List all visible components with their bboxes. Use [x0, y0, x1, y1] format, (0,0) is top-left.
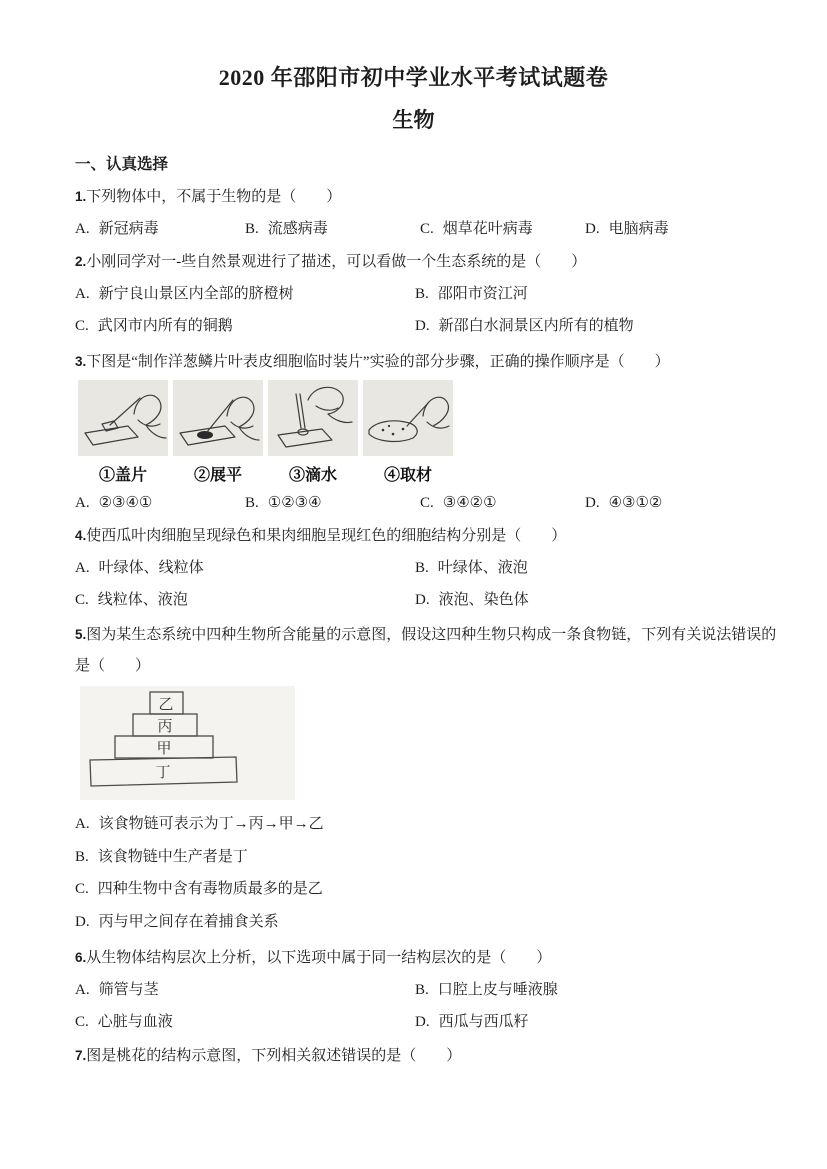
subject-title: 生物: [392, 108, 435, 132]
question-3-text: 下图是“制作洋葱鳞片叶表皮细胞临时装片”实验的部分步骤，正确的操作顺序是（ ）: [86, 354, 670, 370]
option-text: 线粒体、液泡: [97, 592, 188, 608]
option-letter: A.: [75, 286, 90, 302]
option-text: 该食物链可表示为丁→丙→甲→乙: [98, 816, 324, 832]
question-3-options: [75, 494, 662, 513]
question-3-option-d: [585, 494, 662, 513]
pyramid-level-3: 甲: [156, 741, 172, 757]
option-letter: A.: [75, 816, 90, 832]
option-letter: D.: [75, 914, 90, 930]
question-2-option-d: [415, 317, 634, 336]
question-6-option-a: [75, 981, 415, 1000]
question-5-option-b: [75, 848, 248, 867]
pyramid-level-2: 丙: [157, 719, 173, 735]
cover-slip-sketch: [78, 380, 168, 456]
question-5-option-a: [75, 815, 324, 834]
question-2: [75, 252, 586, 272]
question-6-options-row2: [75, 1013, 529, 1032]
question-4-text: 使西瓜叶肉细胞呈现绿色和果肉细胞呈现红色的细胞结构分别是（ ）: [86, 528, 567, 544]
question-3-option-c: [420, 494, 585, 513]
question-3-option-a: [75, 494, 245, 513]
option-text: 液泡、染色体: [438, 592, 529, 608]
energy-pyramid-sketch: [80, 686, 295, 800]
option-letter: A.: [75, 495, 90, 511]
option-letter: C.: [75, 1014, 89, 1030]
option-text: 四种生物中含有毒物质最多的是乙: [97, 881, 323, 897]
option-text: 叶绿体、液泡: [437, 560, 528, 576]
option-letter: B.: [415, 286, 429, 302]
option-letter: A.: [75, 560, 90, 576]
step-label-3: ③滴水: [288, 467, 337, 484]
question-1-option-d: [585, 220, 669, 239]
option-letter: A.: [75, 982, 90, 998]
option-letter: A.: [75, 221, 90, 237]
question-2-text: 小刚同学对一-些自然景观进行了描述，可以看做一个生态系统的是（ ）: [86, 254, 587, 270]
question-5-line2: [75, 657, 150, 676]
question-4-option-c: [75, 591, 415, 610]
question-1-options: [75, 220, 669, 239]
question-2-options-row2: [75, 317, 634, 336]
option-text: 新冠病毒: [98, 221, 159, 237]
question-4: [75, 526, 566, 546]
step-panel-drop-water: [268, 380, 358, 456]
option-text: 新邵白水洞景区内所有的植物: [438, 318, 634, 334]
option-text: 口腔上皮与唾液腺: [437, 982, 558, 998]
page-title: 2020 年邵阳市初中学业水平考试试题卷: [218, 65, 609, 90]
option-letter: B.: [75, 849, 89, 865]
option-text: 新宁良山景区内全部的脐橙树: [98, 286, 294, 302]
option-letter: C.: [75, 318, 89, 334]
option-letter: D.: [585, 221, 600, 237]
question-7-text: 图是桃花的结构示意图，下列相关叙述错误的是（ ）: [86, 1048, 462, 1064]
option-letter: D.: [415, 1014, 430, 1030]
option-text: 叶绿体、线粒体: [98, 560, 204, 576]
question-3-option-b: [245, 494, 420, 513]
option-letter: C.: [75, 592, 89, 608]
question-5: [75, 625, 776, 645]
question-6-number: 6.: [75, 950, 87, 965]
energy-pyramid-figure: [80, 686, 295, 805]
question-2-number: 2.: [75, 254, 87, 269]
section-heading: 一、认真选择: [75, 156, 169, 173]
step-panel-cover: [78, 380, 168, 456]
step-label-2: ②展平: [193, 467, 242, 484]
question-5-number: 5.: [75, 627, 87, 642]
question-1-option-a: [75, 220, 245, 239]
option-text: ④③①②: [608, 495, 663, 511]
option-letter: C.: [420, 221, 434, 237]
dropper-sketch: [268, 380, 358, 456]
option-letter: C.: [75, 881, 89, 897]
step-panel-take-material: [363, 380, 453, 456]
step-label-4: ④取材: [383, 467, 432, 484]
pyramid-level-4: 丁: [155, 765, 171, 781]
option-letter: B.: [245, 495, 259, 511]
option-text: 邵阳市资江河: [437, 286, 528, 302]
question-2-options-row1: [75, 285, 528, 304]
step-panel-spread: [173, 380, 263, 456]
question-4-options-row1: [75, 559, 528, 578]
option-text: 该食物链中生产者是丁: [97, 849, 248, 865]
step-labels: [78, 462, 454, 485]
question-7: [75, 1046, 461, 1066]
question-2-option-a: [75, 285, 415, 304]
question-6-option-d: [415, 1013, 529, 1032]
question-6-option-c: [75, 1013, 415, 1032]
question-1-text: 下列物体中，不属于生物的是（ ）: [86, 189, 342, 205]
option-text: 烟草花叶病毒: [442, 221, 533, 237]
question-5-option-d: [75, 913, 279, 932]
question-1-option-b: [245, 220, 420, 239]
option-letter: C.: [420, 495, 434, 511]
question-4-option-b: [415, 559, 528, 578]
question-7-number: 7.: [75, 1048, 87, 1063]
option-letter: B.: [245, 221, 259, 237]
option-text: 心脏与血液: [97, 1014, 173, 1030]
question-2-option-c: [75, 317, 415, 336]
option-text: 西瓜与西瓜籽: [438, 1014, 529, 1030]
question-5-option-c: [75, 880, 323, 899]
question-4-option-a: [75, 559, 415, 578]
question-2-option-b: [415, 285, 528, 304]
option-text: 丙与甲之间存在着捕食关系: [98, 914, 279, 930]
question-6-option-b: [415, 981, 558, 1000]
question-5-text-line1: 图为某生态系统中四种生物所含能量的示意图，假设这四种生物只构成一条食物链，下列有关说法错误的: [86, 627, 777, 643]
pyramid-level-1: 乙: [158, 697, 174, 713]
option-letter: D.: [585, 495, 600, 511]
question-1-option-c: [420, 220, 585, 239]
onion-tear-sketch: [363, 380, 453, 456]
question-3: [75, 352, 670, 372]
option-letter: D.: [415, 318, 430, 334]
question-6-options-row1: [75, 981, 558, 1000]
step-panels: [78, 380, 454, 456]
question-4-options-row2: [75, 591, 529, 610]
option-text: 电脑病毒: [608, 221, 669, 237]
step-label-1: ①盖片: [98, 467, 147, 484]
slide-prep-steps-figure: [78, 380, 454, 485]
question-4-number: 4.: [75, 528, 87, 543]
option-letter: B.: [415, 560, 429, 576]
question-4-option-d: [415, 591, 529, 610]
option-text: 筛管与茎: [98, 982, 159, 998]
option-text: ③④②①: [442, 495, 497, 511]
question-3-number: 3.: [75, 354, 87, 369]
option-text: ①②③④: [267, 495, 322, 511]
option-text: 武冈市内所有的铜鹅: [97, 318, 233, 334]
option-letter: D.: [415, 592, 430, 608]
option-text: ②③④①: [98, 495, 153, 511]
option-letter: B.: [415, 982, 429, 998]
option-text: 流感病毒: [267, 221, 328, 237]
spread-sketch: [173, 380, 263, 456]
question-6-text: 从生物体结构层次上分析，以下选项中属于同一结构层次的是（ ）: [86, 950, 552, 966]
question-5-text-line2: 是（ ）: [75, 658, 151, 674]
question-1: [75, 187, 341, 207]
question-1-number: 1.: [75, 189, 87, 204]
question-6: [75, 948, 551, 968]
